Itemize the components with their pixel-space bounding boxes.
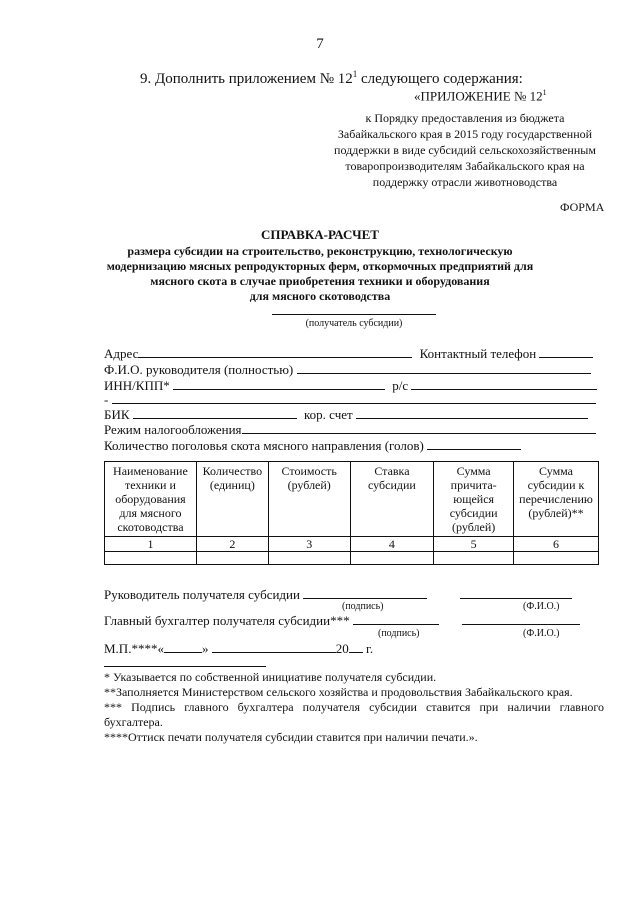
accountant-label: Главный бухгалтер получателя субсидии*** — [104, 613, 350, 628]
bik-field[interactable] — [133, 406, 297, 419]
document-title: СПРАВКА-РАСЧЕТ — [261, 227, 379, 242]
table-header-row — [105, 462, 599, 537]
stamp-date-row — [104, 640, 373, 657]
page-number: 7 — [316, 36, 324, 52]
rs-label: р/с — [392, 378, 409, 393]
address-row — [104, 345, 593, 362]
calc-table — [104, 461, 599, 565]
tax-row — [104, 421, 596, 438]
subtitle-line: мясного скота в случае приобретения техники и оборудования — [150, 274, 490, 288]
rs-field[interactable] — [411, 377, 597, 390]
column-number: 1 — [105, 537, 197, 552]
column-number: 5 — [434, 537, 514, 552]
clause-sup: 1 — [352, 69, 358, 79]
footnote: * Указывается по собственной инициативе получателя субсидии. — [104, 670, 437, 684]
appendix-label-sup: 1 — [542, 88, 547, 97]
stamp-suffix: г. — [362, 641, 374, 656]
table-cell[interactable] — [268, 552, 350, 565]
column-number: 3 — [268, 537, 350, 552]
appendix-desc-line: поддержки в виде субсидий сельскохозяйственным — [334, 143, 596, 157]
recipient-line[interactable] — [272, 314, 436, 315]
appendix-label-text: «ПРИЛОЖЕНИЕ № 12 — [414, 88, 543, 104]
tax-label: Режим налогообложения — [104, 422, 242, 437]
livestock-row — [104, 437, 521, 454]
table-header-cell: Стоимость (рублей) — [268, 462, 350, 537]
appendix-desc-line: Забайкальского края в 2015 году государственной — [337, 127, 593, 141]
accountant-fio-field[interactable] — [462, 612, 580, 625]
address-field[interactable] — [138, 345, 412, 358]
date-year-field[interactable] — [349, 640, 363, 653]
table-cell[interactable] — [350, 552, 434, 565]
fio-field[interactable] — [297, 361, 591, 374]
head-fio-field[interactable] — [460, 586, 572, 599]
subtitle-line: модернизацию мясных репродукторных ферм, откормочных предприятий для — [106, 259, 534, 273]
ks-field[interactable] — [356, 406, 588, 419]
inn-field[interactable] — [173, 377, 385, 390]
address-label: Адрес — [104, 346, 139, 361]
livestock-label: Количество поголовья скота мясного направления (голов) — [104, 438, 424, 453]
accountant-signature-row — [104, 612, 580, 629]
accountant-sign-caption: (подпись) — [378, 628, 420, 639]
date-day-field[interactable] — [164, 640, 202, 653]
form-label: ФОРМА — [560, 200, 605, 214]
head-sign-caption: (подпись) — [342, 601, 384, 612]
footnotes — [104, 670, 604, 745]
clause-heading — [140, 69, 523, 88]
appendix-desc-line: товаропроизводителям Забайкальского края на — [345, 159, 585, 173]
accountant-signature-field[interactable] — [353, 612, 439, 625]
head-label: Руководитель получателя субсидии — [104, 587, 300, 602]
column-number: 4 — [350, 537, 434, 552]
appendix-desc-line: поддержку отрасли животноводства — [372, 175, 558, 189]
table-header-cell: Ставка субсидии — [350, 462, 434, 537]
phone-label: Контактный телефон — [419, 346, 537, 361]
head-fio-caption: (Ф.И.О.) — [523, 601, 560, 612]
table-cell[interactable] — [105, 552, 197, 565]
inn-label: ИНН/КПП* — [104, 378, 170, 393]
phone-field[interactable] — [539, 345, 593, 358]
table-cell[interactable] — [434, 552, 514, 565]
table-number-row — [105, 537, 599, 552]
footnote: ****Оттиск печати получателя субсидии ставится при наличии печати.». — [104, 730, 478, 744]
stamp-year: 20 — [335, 641, 349, 656]
stamp-prefix: М.П.****« — [104, 641, 164, 656]
head-signature-row — [104, 586, 572, 603]
table-cell[interactable] — [196, 552, 268, 565]
appendix-label — [414, 88, 547, 104]
table-header-cell: Наименование техники и оборудования для мясного скотоводства — [105, 462, 197, 537]
footnote: **Заполняется Министерством сельского хозяйства и продовольствия Забайкальского края. — [104, 685, 573, 699]
appendix-description — [300, 110, 630, 190]
bik-label: БИК — [104, 407, 130, 422]
fio-label: Ф.И.О. руководителя (полностью) — [104, 362, 294, 377]
recipient-caption: (получатель субсидии) — [305, 318, 403, 329]
table-header-cell: Сумма причита-ющейся субсидии (рублей) — [434, 462, 514, 537]
accountant-fio-caption: (Ф.И.О.) — [523, 628, 560, 639]
appendix-desc-line: к Порядку предоставления из бюджета — [365, 111, 565, 125]
subtitle-line: размера субсидии на строительство, реконструкцию, технологическую — [127, 244, 513, 258]
stamp-mid: » — [201, 641, 209, 656]
table-cell[interactable] — [514, 552, 599, 565]
clause-tail: следующего содержания: — [357, 71, 523, 87]
footnote: *** Подпись главного бухгалтера получателя субсидии ставится при наличии главного бухгалтера. — [104, 700, 604, 729]
ks-label: кор. счет — [304, 407, 353, 422]
table-row[interactable] — [105, 552, 599, 565]
column-number: 6 — [514, 537, 599, 552]
date-month-field[interactable] — [212, 640, 336, 653]
column-number: 2 — [196, 537, 268, 552]
document-subtitle — [80, 244, 560, 304]
livestock-field[interactable] — [427, 437, 521, 450]
extra-dash: - — [104, 392, 109, 407]
tax-field[interactable] — [242, 421, 596, 434]
subtitle-line: для мясного скотоводства — [249, 289, 391, 303]
footnote-separator — [104, 666, 266, 667]
head-signature-field[interactable] — [303, 586, 427, 599]
clause-text: 9. Дополнить приложением № 12 — [140, 71, 353, 87]
extra-field[interactable] — [112, 391, 596, 404]
table-header-cell: Сумма субсидии к перечислению (рублей)** — [514, 462, 599, 537]
fio-row — [104, 361, 591, 378]
table-header-cell: Количество (единиц) — [196, 462, 268, 537]
